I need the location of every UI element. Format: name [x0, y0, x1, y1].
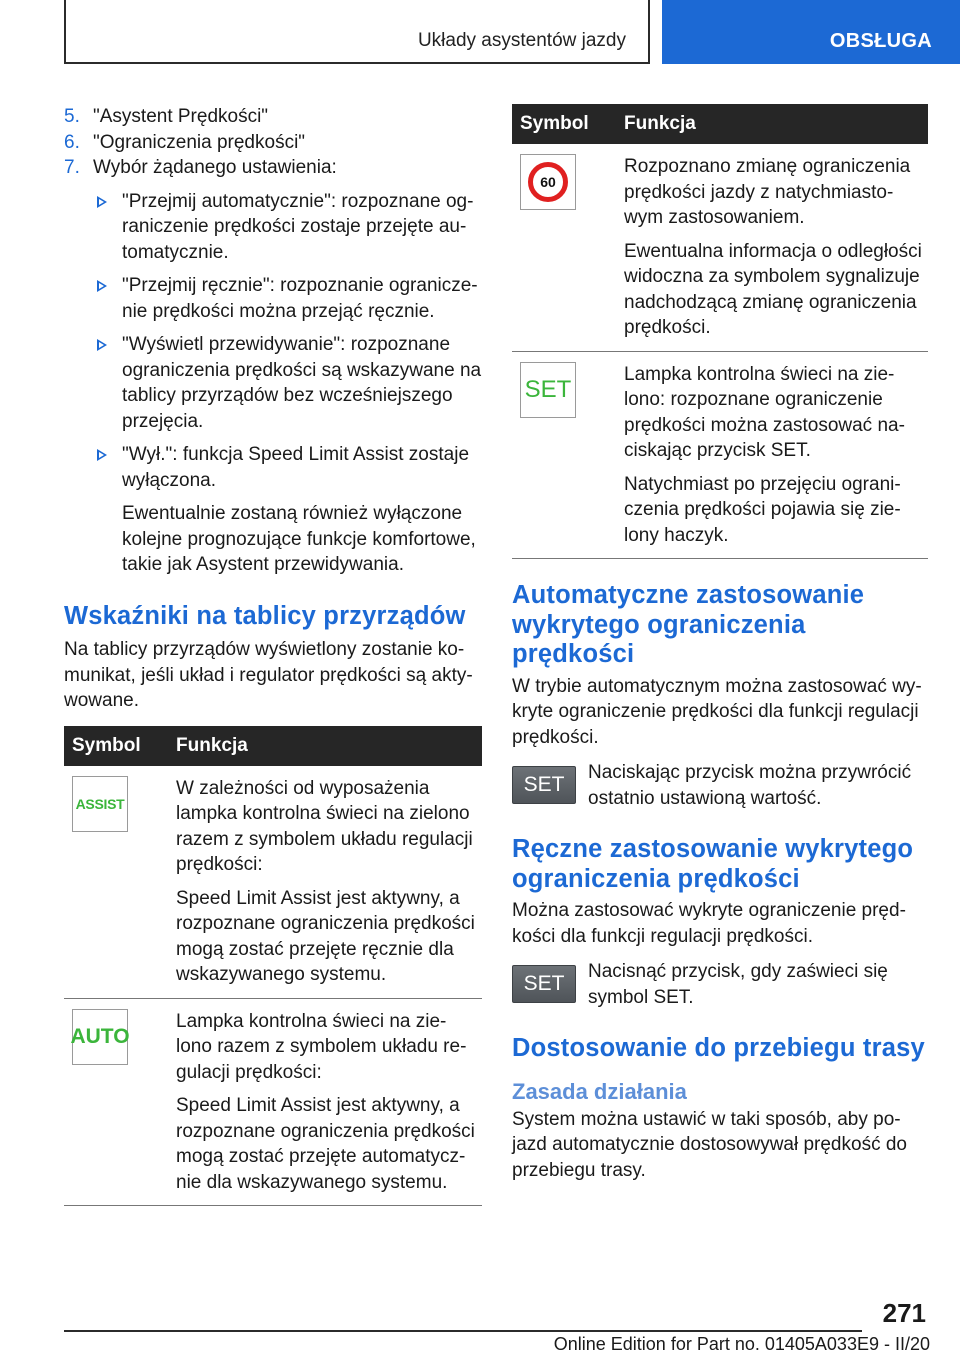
column-header-function: Funkcja [616, 104, 928, 144]
subheading-principle: Zasada działania [512, 1078, 687, 1104]
table-row [512, 144, 928, 351]
option-text: "Przejmij ręcznie": rozpoznanie ogranicze‐nie prędkości można przejąć ręcznie. [122, 275, 478, 322]
list-number: 5. [64, 106, 80, 127]
heading-route-adaptation: Dostosowanie do przebiegu trasy [512, 1034, 925, 1062]
triangle-bullet-icon [97, 449, 107, 461]
paragraph-principle: System można ustawić w taki sposób, aby po‐jazd automatycznie dostosowywał prędkość do przebiegu trasy. [512, 1108, 907, 1181]
footer-edition: Online Edition for Part no. 01405A033E9 - II/20 [553, 1334, 930, 1354]
list-number: 7. [64, 157, 80, 178]
function-text: Natychmiast po przejęciu ograni‐czenia prędkości pojawia się zie‐lony haczyk. [624, 473, 901, 546]
list-item [64, 130, 482, 156]
auto-indicator-icon: AUTO [72, 1009, 128, 1065]
column-header-symbol: Symbol [64, 726, 168, 766]
function-text: Ewentualna informacja o odległości widoczna za symbolem sygnalizuje nadchodzącą zmianę ograniczenia prędkości. [624, 240, 922, 338]
set-button-text: Nacisnąć przycisk, gdy zaświeci się symbol SET. [588, 961, 888, 1008]
set-button-icon: SET [512, 766, 576, 804]
option-text: "Wyświetl przewidywanie": rozpoznane ograniczenia prędkości są wskazywane na tablicy przyrządów bez wcześniejszego przejęcia. [122, 334, 482, 432]
option-list [64, 189, 482, 578]
section-title: Układy asystentów jazdy [417, 30, 626, 51]
heading-manual-application: Ręczne zastosowanie wykrytego ograniczenia prędkości [512, 835, 914, 893]
set-button-note [512, 760, 928, 811]
function-text: Lampka kontrolna świeci na zie‐lono razem z symbolem układu re‐gulacji prędkości: [176, 1010, 467, 1083]
set-button-text: Naciskając przycisk można przywrócić ostatnio ustawioną wartość. [588, 762, 912, 809]
triangle-bullet-icon [97, 339, 107, 351]
chapter-tab [662, 0, 960, 64]
page-number: 271 [882, 1298, 926, 1328]
symbol-table-right [512, 104, 928, 559]
function-text: Lampka kontrolna świeci na zie‐lono: rozpoznane ograniczenie prędkości można zastosować na‐ciskając przycisk SET. [624, 363, 905, 461]
set-button-note [512, 959, 928, 1010]
column-header-symbol: Symbol [512, 104, 616, 144]
list-text: Wybór żądanego ustawienia: [93, 157, 337, 178]
right-column [512, 104, 928, 1183]
list-item [64, 104, 482, 130]
triangle-bullet-icon [97, 196, 107, 208]
table-row [64, 766, 482, 999]
intro-paragraph: Na tablicy przyrządów wyświetlony zostanie ko‐munikat, jeśli układ i regulator prędkości są akty‐wowane. [64, 639, 473, 711]
function-text: Speed Limit Assist jest aktywny, a rozpoznane ograniczenia prędkości mogą zostać przejęte automatycz‐nie dla wskazywanego systemu. [176, 1095, 475, 1193]
option-text: "Wył.": funkcja Speed Limit Assist zostaje wyłączona. [122, 444, 470, 491]
option-item [93, 442, 482, 578]
paragraph-automatic: W trybie automatycznym można zastosować wy‐kryte ograniczenie prędkości dla funkcji regulacji prędkości. [512, 675, 922, 748]
table-row [64, 998, 482, 1206]
option-item [93, 273, 482, 324]
symbol-table-left [64, 726, 482, 1207]
option-item [93, 189, 482, 266]
set-button-icon: SET [512, 965, 576, 1003]
option-item [93, 332, 482, 434]
list-item [64, 155, 482, 181]
option-note: Ewentualnie zostaną również wyłączone kolejne prognozujące funkcje komfortowe, takie jak Asystent przewidywania. [122, 503, 476, 575]
table-header-row [64, 726, 482, 766]
column-header-function: Funkcja [168, 726, 482, 766]
heading-automatic-application: Automatyczne zastosowanie wykrytego ograniczenia prędkości [512, 581, 865, 668]
heading-instrument-cluster: Wskaźniki na tablicy przyrządów [64, 601, 466, 630]
table-row [512, 351, 928, 559]
left-column [64, 104, 482, 1206]
paragraph-manual: Można zastosować wykryte ograniczenie pręd‐kości dla funkcji regulacji prędkości. [512, 900, 906, 947]
assist-indicator-icon: ASSIST [72, 776, 128, 832]
chapter-tab-label: OBSŁUGA [829, 30, 932, 52]
list-number: 6. [64, 131, 80, 153]
set-indicator-icon: SET [520, 362, 576, 418]
speed-limit-sign-icon: 60 [520, 154, 576, 210]
triangle-bullet-icon [97, 280, 107, 292]
option-text: "Przejmij automatycznie": rozpoznane og‐raniczenie prędkości zostaje przejęte au‐tomatycznie. [122, 190, 474, 263]
header-section-box [64, 0, 650, 64]
numbered-list [64, 104, 482, 181]
list-text: "Ograniczenia prędkości" [93, 131, 306, 153]
function-text: Speed Limit Assist jest aktywny, a rozpoznane ograniczenia prędkości mogą zostać przejęte ręcznie dla wskazywanego systemu. [176, 887, 475, 985]
function-text: W zależności od wyposażenia lampka kontrolna świeci na zielono razem z symbolem układu regulacji prędkości: [176, 777, 473, 875]
list-text: "Asystent Prędkości" [93, 106, 269, 127]
footer-divider [64, 1330, 862, 1332]
function-text: Rozpoznano zmianę ograniczenia prędkości jazdy z natychmiasto‐wym zastosowaniem. [624, 156, 911, 228]
table-header-row [512, 104, 928, 144]
